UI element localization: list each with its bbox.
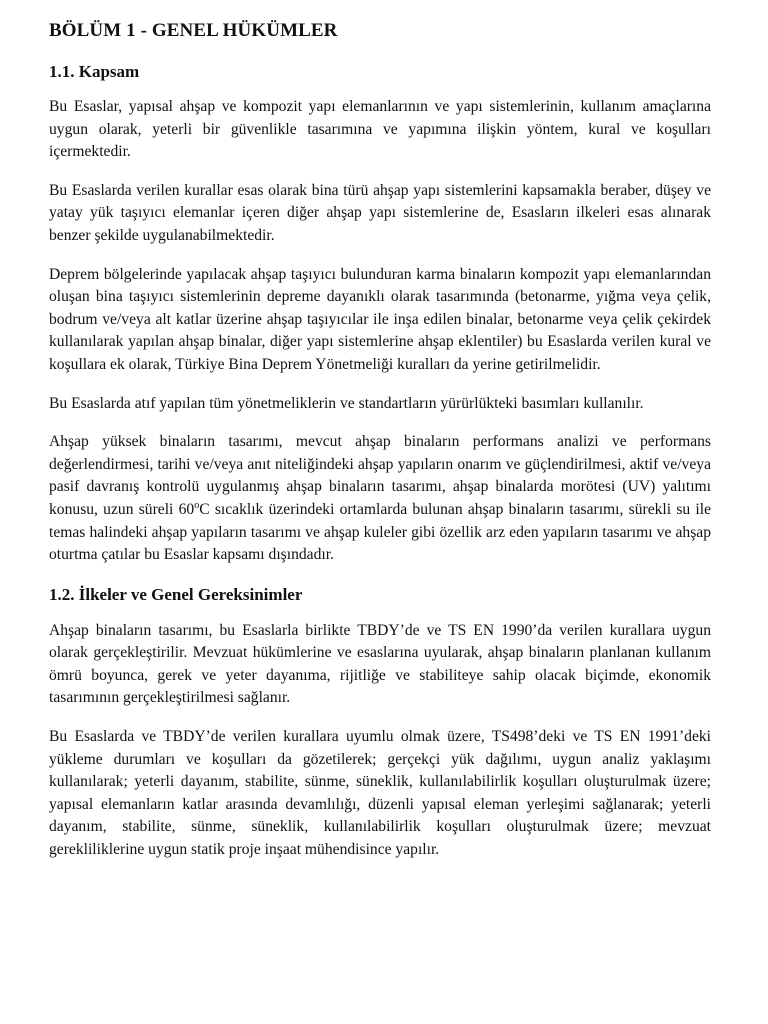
degree-superscript: o <box>194 499 200 511</box>
chapter-title: BÖLÜM 1 - GENEL HÜKÜMLER <box>49 20 338 41</box>
section-heading-principles: 1.2. İlkeler ve Genel Gereksinimler <box>49 584 303 604</box>
section-heading-scope: 1.1. Kapsam <box>49 62 140 81</box>
paragraph: Bu Esaslarda ve TBDY’de verilen kurallara uyumlu olmak üzere, TS498’deki ve TS EN 1991’deki yükleme durumları ve koşulları da gözetilerek; gerçekçi yük dağılımı, uygun analiz yaklaşımı kullanılarak; yeterli dayanım, stabilite, sünme, süneklik, kullanılabilirlik koşulları oluşturulmak üzere; yapısal elemanların katlar arasında devamlılığı, düzenli yapısal eleman yerleşimi sağlanarak; yeterli dayanım, stabilite, sünme, süneklik, kullanılabilirlik koşulları oluşturulmak üzere; mevzuat gerekliliklerine uygun statik proje inşaat mühendisince yapılır. <box>49 728 711 859</box>
paragraph: Deprem bölgelerinde yapılacak ahşap taşıyıcı bulunduran karma binaların kompozit yapı elemanlarından oluşan bina taşıyıcı sistemlerinin depreme dayanıklı olarak tasarımında (betonarme, yığma veya çelik, bodrum ve/veya alt katlar üzerine ahşap taşıyıcılar ile inşa edilen binalar, betonarme veya çelik çekirdek kullanılarak yapılan ahşap binalar, diğer yapı sistemlerine ahşap eklentiler) bu Esaslarda verilen kural ve koşullara ek olarak, Türkiye Bina Deprem Yönetmeliği kuralları da yerine getirilmelidir. <box>49 265 711 373</box>
paragraph: Ahşap binaların tasarımı, bu Esaslarla birlikte TBDY’de ve TS EN 1990’da verilen kurallara uygun olarak gerçekleştirilir. Mevzuat hükümlerine ve esaslarına uyularak, ahşap binaların planlanan kullanım ömrü boyunca, gerek ve yeter dayanıma, rijitliğe ve stabiliteye sahip olacak biçimde, ekonomik tasarımının gerçekleştirilmesi sağlanır. <box>49 621 711 707</box>
paragraph-text: C sıcaklık üzerindeki ortamlarda bulunan ahşap binaların tasarımı, sürekli su ile temas halindeki ahşap yapıların tasarımı ve ahşap kuleler gibi özellik arz eden yapıların tasarımı ve ahşap oturtma çatılar bu Esaslar kapsamı dışındadır. <box>49 500 712 564</box>
paragraph: Bu Esaslar, yapısal ahşap ve kompozit yapı elemanlarının ve yapı sistemlerinin, kullanım amaçlarına uygun olarak, yeterli bir güvenlikle tasarımına ve yapımına ilişkin yöntem, kural ve koşulları içermektedir. <box>49 98 711 161</box>
paragraph-text: Ahşap yüksek binaların tasarımı, mevcut ahşap binaların performans analizi ve performans değerlendirmesi, tarihi ve/veya anıt niteliğindeki ahşap yapıların onarım ve güçlendirilmesi, aktif ve/veya pasif davranış kontrolü uygulanmış ahşap binaların tasarımı, ahşap binalarda morötesi (UV) yalıtımı konusu, uzun süreli 60 <box>49 433 711 518</box>
paragraph-exclusions <box>49 431 711 567</box>
document-page <box>49 18 711 875</box>
paragraph: Bu Esaslarda atıf yapılan tüm yönetmeliklerin ve standartların yürürlükteki basımları kullanılır. <box>49 394 644 412</box>
paragraph: Bu Esaslarda verilen kurallar esas olarak bina türü ahşap yapı sistemlerini kapsamakla beraber, düşey ve yatay yük taşıyıcı elemanlar içeren diğer ahşap yapı sistemlerine de, Esasların ilkeleri esas alınarak benzer şekilde uygulanabilmektedir. <box>49 181 711 244</box>
